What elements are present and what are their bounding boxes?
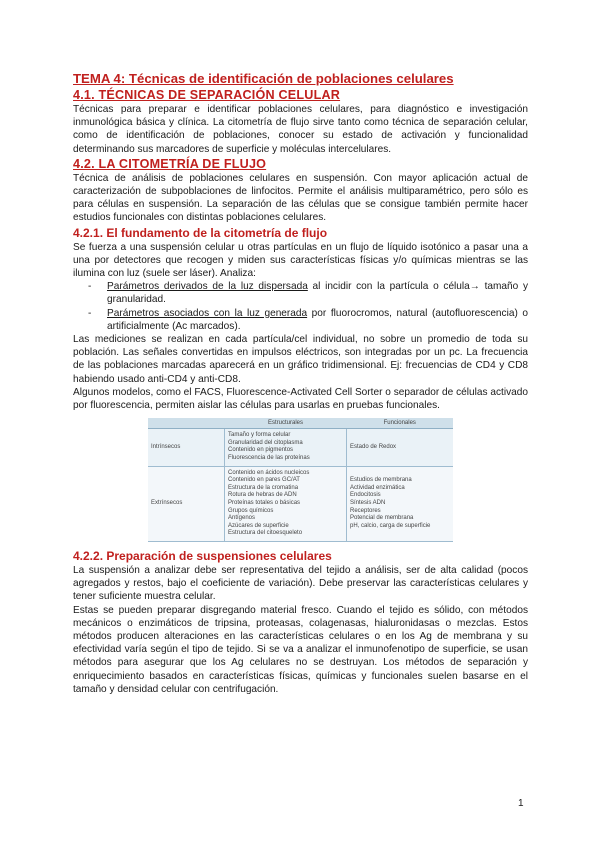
- list-item: Granularidad del citoplasma: [228, 439, 303, 446]
- list-item: Grupos químicos: [228, 507, 274, 514]
- document-page: [73, 70, 528, 696]
- parameters-list: [73, 280, 528, 333]
- parameter-bullet-2: [107, 307, 528, 333]
- section-4-1-text: Técnicas para preparar e identificar poblaciones celulares, para diagnóstico e investigación inmunológica básica y clínica. La citometría de flujo sirve tanto como técnica de separación celular, como de identificación de poblaciones, conocer su estado de activación y funcionalidad determinando sus marcadores de superficie y moléculas intercelulares.: [73, 104, 528, 155]
- intrinsecos-funcionales-cell: [347, 429, 454, 466]
- list-item: Proteínas totales o básicas: [228, 500, 301, 507]
- list-item: Contenido en pares GC/AT: [228, 477, 300, 484]
- list-item: Fluorescencia de las proteínas: [228, 455, 310, 462]
- page-number: 1: [518, 798, 524, 809]
- bullet-2-rest: por fluorocromos, natural (autofluorescencia) o artificialmente (Ac marcados).: [107, 307, 528, 332]
- list-item: Actividad enzimática: [350, 484, 405, 491]
- list-item: Azúcares de superficie: [228, 522, 289, 529]
- bullet-1-rest: al incidir con la partícula o célula→ tamaño y granularidad.: [107, 281, 528, 306]
- table-corner-cell: [148, 418, 225, 429]
- section-4-2-heading: 4.2. LA CITOMETRÍA DE FLUJO: [73, 156, 267, 171]
- section-4-2-2-paragraph-1: La suspensión a analizar debe ser representativa del tejido a análisis, ser de alta calidad (pocos agregados y restos, bajo el coeficiente de variación). Debe preservar las características celulares y tener suficiente muestra celular.: [73, 564, 528, 603]
- intrinsecos-estructurales-cell: [225, 429, 347, 466]
- row-label-intrinsecos: Intrínsecos: [148, 429, 225, 466]
- row-label-extrinsecos: Extrínsecos: [148, 466, 225, 541]
- parameters-table: [148, 418, 453, 542]
- extrinsecos-estructurales-cell: [225, 466, 347, 541]
- section-4-2-text: Técnica de análisis de poblaciones celulares en suspensión. Con mayor aplicación actual de caracterización de subpoblaciones de linfocitos. Permite el análisis multiparamétrico, pero sólo es para células en suspensión. La separación de las células que se consigue también permite hacer estudios funcionales con distintas poblaciones celulares.: [73, 172, 528, 224]
- list-item: Contenido en ácidos nucleicos: [228, 469, 310, 476]
- column-header-estructurales: Estructurales: [225, 418, 347, 429]
- bullet-1-underlined: Parámetros derivados de la luz dispersada: [107, 281, 308, 293]
- section-4-2-2-paragraph-2: Estas se pueden preparar disgregando material fresco. Cuando el tejido es sólido, con métodos mecánicos o enzimáticos de tripsina, proteasas, colagenasas, hialuronidasas o mezclas. Estos métodos producen alteraciones en las características celulares o en los Ag de membrana y su efectividad varía según el tipo de tejido. Si se va a analizar el inmunofenotipo de superficie, se usan métodos para asegurar que los Ag celulares no se destruyan. Los métodos de separación y enriquecimiento basados en características físicas, químicas y funcionales suelen basarse en el tamaño y densidad celular con centrifugación.: [73, 604, 528, 695]
- table-row-extrinsecos: [148, 466, 453, 541]
- list-item: Síntesis ADN: [350, 500, 386, 507]
- list-item: Estado de Redox: [350, 443, 397, 450]
- list-item: Endocitosis: [350, 492, 381, 499]
- extrinsecos-funcionales-cell: [347, 466, 454, 541]
- section-4-2-2-heading: 4.2.2. Preparación de suspensiones celulares: [73, 548, 332, 563]
- list-item: Receptores: [350, 507, 381, 514]
- section-4-1-heading: 4.1. TÉCNICAS DE SEPARACIÓN CELULAR: [73, 88, 341, 102]
- list-item: Contenido en pigmentos: [228, 447, 294, 454]
- table-header-row: [148, 418, 453, 429]
- section-4-2-1-paragraph-2: Las mediciones se realizan en cada partícula/cel individual, no sobre un promedio de toda su población. Las señales convertidas en impulsos eléctricos, son integradas por un pc. La frecuencia de las poblaciones marcadas aparecerá en un gráfico tridimensional. Ej: frecuencias de CD4 y CD8 habiendo usado anti-CD4 y anti-CD8.: [73, 334, 528, 385]
- list-item: pH, calcio, carga de superficie: [350, 522, 431, 529]
- table-row-intrinsecos: [148, 429, 453, 466]
- list-item: Estructura del citoesqueleto: [228, 530, 303, 537]
- column-header-funcionales: Funcionales: [347, 418, 454, 429]
- list-item: Potencial de membrana: [350, 515, 414, 522]
- list-item: Estructura de la cromatina: [228, 484, 299, 491]
- list-item: Tamaño y forma celular: [228, 432, 291, 439]
- document-title: TEMA 4: Técnicas de identificación de poblaciones celulares: [73, 71, 454, 86]
- parameter-bullet-1: [107, 280, 528, 306]
- section-4-2-1-intro: Se fuerza a una suspensión celular u otras partículas en un flujo de líquido isotónico a pasar una a una por detectores que recogen y miden sus características físicas y/o químicas mientras se las ilumina con luz (suele ser láser). Analiza:: [73, 241, 528, 280]
- list-item: Antígenos: [228, 515, 256, 522]
- list-item: Estudios de membrana: [350, 477, 412, 484]
- section-4-2-1-paragraph-3: Algunos modelos, como el FACS, Fluorescence-Activated Cell Sorter o separador de células activado por fluorescencia, permiten aislar las células para usarlas en pruebas funcionales.: [73, 386, 528, 412]
- section-4-2-1-heading: 4.2.1. El fundamento de la citometría de flujo: [73, 225, 328, 240]
- bullet-2-underlined: Parámetros asociados con la luz generada: [107, 307, 308, 319]
- list-item: Rotura de hebras de ADN: [228, 492, 297, 499]
